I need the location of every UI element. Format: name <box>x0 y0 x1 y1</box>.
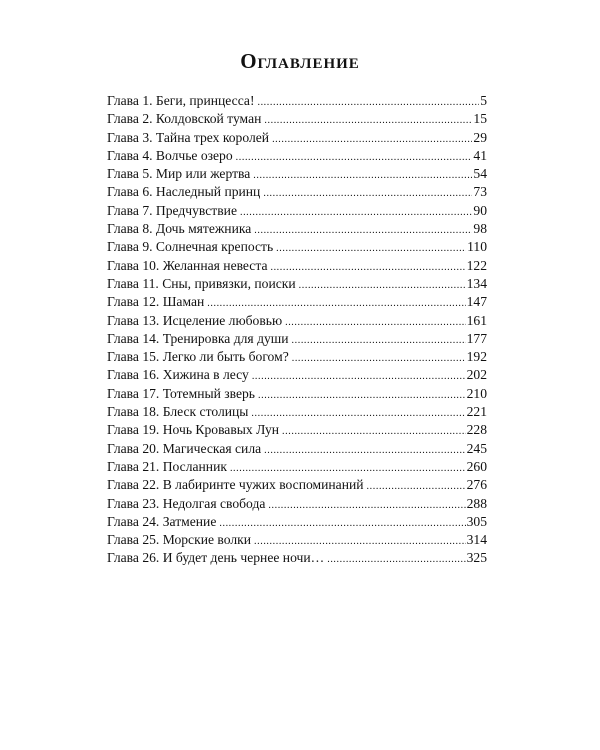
toc-entry <box>107 202 487 220</box>
dot-leader <box>252 368 466 386</box>
page-number: 5 <box>480 93 487 108</box>
page-number: 202 <box>466 367 487 383</box>
toc-entry <box>107 330 487 348</box>
toc-entry <box>107 531 487 549</box>
toc-entry <box>107 385 487 403</box>
dot-leader <box>299 277 466 295</box>
toc-entry <box>107 275 487 293</box>
chapter-title: Глава 24. Затмение <box>107 513 217 529</box>
dot-leader <box>264 442 465 460</box>
dot-leader <box>253 167 472 185</box>
dot-leader <box>236 149 473 167</box>
dot-leader <box>367 478 466 496</box>
page-number: 228 <box>466 422 487 438</box>
toc-entry <box>107 129 487 147</box>
dot-leader <box>276 240 466 258</box>
dot-leader <box>219 515 465 533</box>
page-number: 90 <box>473 202 487 218</box>
toc-entry <box>107 348 487 366</box>
toc-entry <box>107 165 487 183</box>
dot-leader <box>264 112 472 130</box>
toc-entry <box>107 147 487 165</box>
toc-entry <box>107 458 487 476</box>
toc-entry <box>107 257 487 275</box>
dot-leader <box>292 350 466 368</box>
page-number: 210 <box>466 385 487 401</box>
chapter-title: Глава 4. Волчье озеро <box>107 147 233 163</box>
dot-leader <box>263 185 472 203</box>
toc-entry <box>107 238 487 256</box>
chapter-title: Глава 16. Хижина в лесу <box>107 367 249 383</box>
chapter-title: Глава 23. Недолгая свобода <box>107 495 266 511</box>
chapter-title: Глава 18. Блеск столицы <box>107 404 249 420</box>
toc-entry <box>107 293 487 311</box>
page-number: 110 <box>467 239 487 255</box>
dot-leader <box>268 497 465 515</box>
table-of-contents <box>107 92 487 568</box>
dot-leader <box>254 222 472 240</box>
page-number: 177 <box>466 330 487 346</box>
dot-leader <box>327 551 465 569</box>
chapter-title: Глава 7. Предчувствие <box>107 202 237 218</box>
chapter-title: Глава 13. Исцеление любовью <box>107 312 283 328</box>
chapter-title: Глава 10. Желанная невеста <box>107 257 268 273</box>
chapter-title: Глава 8. Дочь мятежника <box>107 221 252 237</box>
chapter-title: Глава 14. Тренировка для души <box>107 330 289 346</box>
page-number: 325 <box>466 550 487 566</box>
chapter-title: Глава 19. Ночь Кровавых Лун <box>107 422 280 438</box>
page-number: 147 <box>466 294 487 310</box>
chapter-title: Глава 12. Шаман <box>107 294 205 310</box>
page-number: 41 <box>473 147 487 163</box>
page-number: 221 <box>466 404 487 420</box>
chapter-title: Глава 15. Легко ли быть богом? <box>107 349 289 365</box>
page-number: 245 <box>466 440 487 456</box>
page-number: 134 <box>466 275 487 291</box>
toc-entry <box>107 403 487 421</box>
chapter-title: Глава 2. Колдовской туман <box>107 111 262 127</box>
chapter-title: Глава 21. Посланник <box>107 458 227 474</box>
page-number: 98 <box>473 221 487 237</box>
toc-entry <box>107 220 487 238</box>
toc-entry <box>107 421 487 439</box>
chapter-title: Глава 6. Наследный принц <box>107 184 261 200</box>
toc-entry <box>107 495 487 513</box>
dot-leader <box>272 131 472 149</box>
page-number: 122 <box>466 257 487 273</box>
dot-leader <box>258 387 466 405</box>
chapter-title: Глава 3. Тайна трех королей <box>107 129 270 145</box>
page-number: 15 <box>473 111 487 127</box>
toc-entry <box>107 312 487 330</box>
page-number: 29 <box>473 129 487 145</box>
dot-leader <box>292 332 466 350</box>
dot-leader <box>257 94 479 112</box>
toc-entry <box>107 110 487 128</box>
dot-leader <box>251 405 465 423</box>
page-number: 288 <box>466 495 487 511</box>
chapter-title: Глава 11. Сны, привязки, поиски <box>107 275 296 291</box>
dot-leader <box>285 314 466 332</box>
page-number: 192 <box>466 349 487 365</box>
toc-entry <box>107 440 487 458</box>
toc-entry <box>107 366 487 384</box>
chapter-title: Глава 22. В лабиринте чужих воспоминаний <box>107 477 364 493</box>
toc-entry <box>107 92 487 110</box>
page-number: 314 <box>466 532 487 548</box>
page-title: Оглавление <box>240 49 360 73</box>
dot-leader <box>240 204 472 222</box>
dot-leader <box>270 259 465 277</box>
page-number: 54 <box>473 166 487 182</box>
page-number: 161 <box>466 312 487 328</box>
toc-entry <box>107 476 487 494</box>
toc-entry <box>107 513 487 531</box>
chapter-title: Глава 26. И будет день чернее ночи… <box>107 550 325 566</box>
chapter-title: Глава 5. Мир или жертва <box>107 166 251 182</box>
page-number: 260 <box>466 458 487 474</box>
chapter-title: Глава 20. Магическая сила <box>107 440 262 456</box>
chapter-title: Глава 9. Солнечная крепость <box>107 239 274 255</box>
dot-leader <box>282 423 466 441</box>
toc-entry <box>107 183 487 201</box>
chapter-title: Глава 1. Беги, принцесса! <box>107 93 255 108</box>
chapter-title: Глава 25. Морские волки <box>107 532 252 548</box>
page-number: 276 <box>466 477 487 493</box>
chapter-title: Глава 17. Тотемный зверь <box>107 385 256 401</box>
toc-entry <box>107 549 487 567</box>
page-number: 73 <box>473 184 487 200</box>
page-number: 305 <box>466 513 487 529</box>
